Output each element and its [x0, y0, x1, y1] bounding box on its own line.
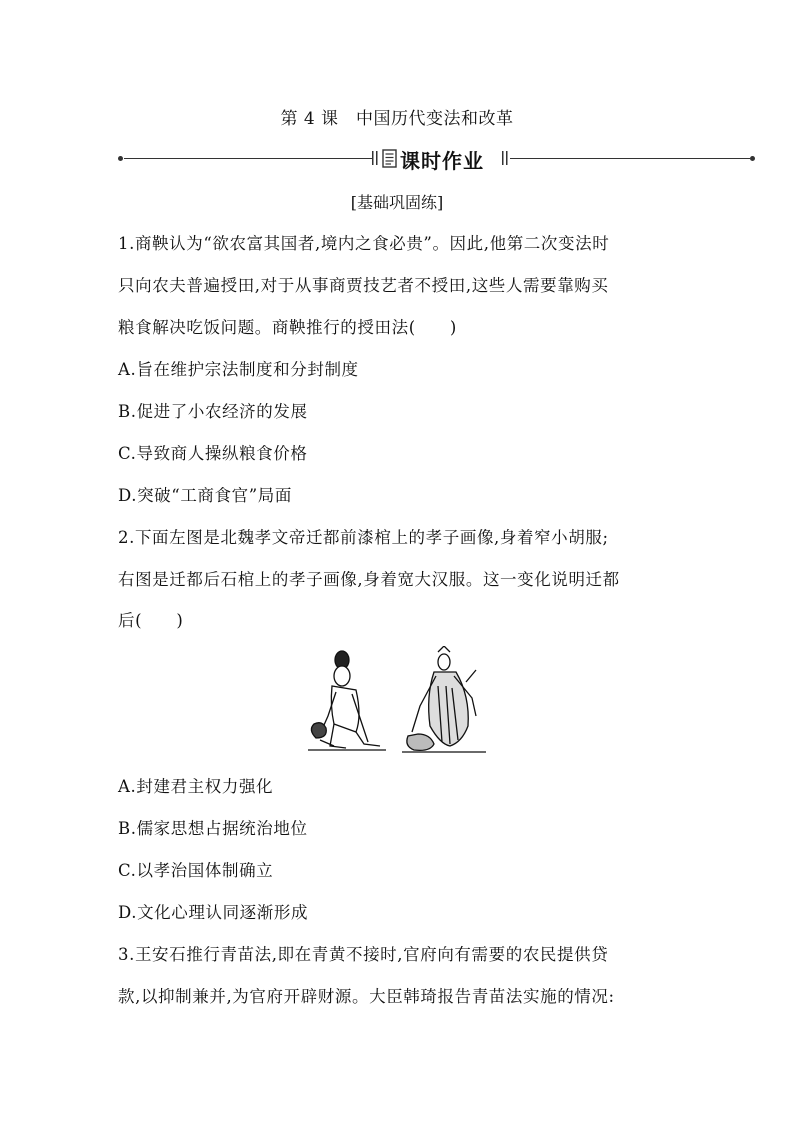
- q2-stem-line: 2.下面左图是北魏孝文帝迁都前漆棺上的孝子画像,身着窄小胡服;: [118, 528, 609, 547]
- figure-illustration: [290, 646, 504, 756]
- figure-hu-clothing-icon: [308, 651, 386, 750]
- banner-dot-right: [750, 156, 755, 161]
- q1-stem-line: 粮食解决吃饭问题。商鞅推行的授田法( ): [118, 318, 457, 337]
- homework-banner: [118, 146, 758, 172]
- q2-option-b[interactable]: B.儒家思想占据统治地位: [118, 819, 308, 838]
- q3-stem-line: 3.王安石推行青苗法,即在青黄不接时,官府向有需要的农民提供贷: [118, 945, 609, 964]
- q1-option-d[interactable]: D.突破“工商食官”局面: [118, 486, 292, 505]
- section-heading: [基础巩固练]: [350, 193, 444, 212]
- q3-stem-line: 款,以抑制兼并,为官府开辟财源。大臣韩琦报告青苗法实施的情况:: [118, 987, 615, 1006]
- banner-rule-right: [510, 158, 750, 159]
- filial-piety-figures: [290, 646, 504, 756]
- q2-option-c[interactable]: C.以孝治国体制确立: [118, 861, 274, 880]
- q1-option-b[interactable]: B.促进了小农经济的发展: [118, 402, 308, 421]
- banner-bars-right-icon: [502, 151, 510, 167]
- q1-stem-line: 只向农夫普遍授田,对于从事商贾技艺者不授田,这些人需要靠购买: [118, 276, 609, 295]
- banner-bars-left-icon: [372, 151, 380, 167]
- q2-stem-line: 右图是迁都后石棺上的孝子画像,身着宽大汉服。这一变化说明迁都: [118, 570, 620, 589]
- page-title: 第 4 课 中国历代变法和改革: [280, 109, 514, 129]
- document-icon: [382, 149, 398, 169]
- banner-rule-left: [124, 158, 372, 159]
- figure-han-clothing-icon: [402, 646, 486, 752]
- q1-option-a[interactable]: A.旨在维护宗法制度和分封制度: [118, 360, 359, 379]
- q2-option-d[interactable]: D.文化心理认同逐渐形成: [118, 903, 309, 922]
- banner-label: 课时作业: [400, 149, 484, 173]
- q1-option-c[interactable]: C.导致商人操纵粮食价格: [118, 444, 308, 463]
- banner-dot-left: [118, 156, 123, 161]
- q2-stem-line: 后( ): [118, 611, 184, 630]
- q2-option-a[interactable]: A.封建君主权力强化: [118, 777, 274, 796]
- q1-stem-line: 1.商鞅认为“欲农富其国者,境内之食必贵”。因此,他第二次变法时: [118, 234, 610, 253]
